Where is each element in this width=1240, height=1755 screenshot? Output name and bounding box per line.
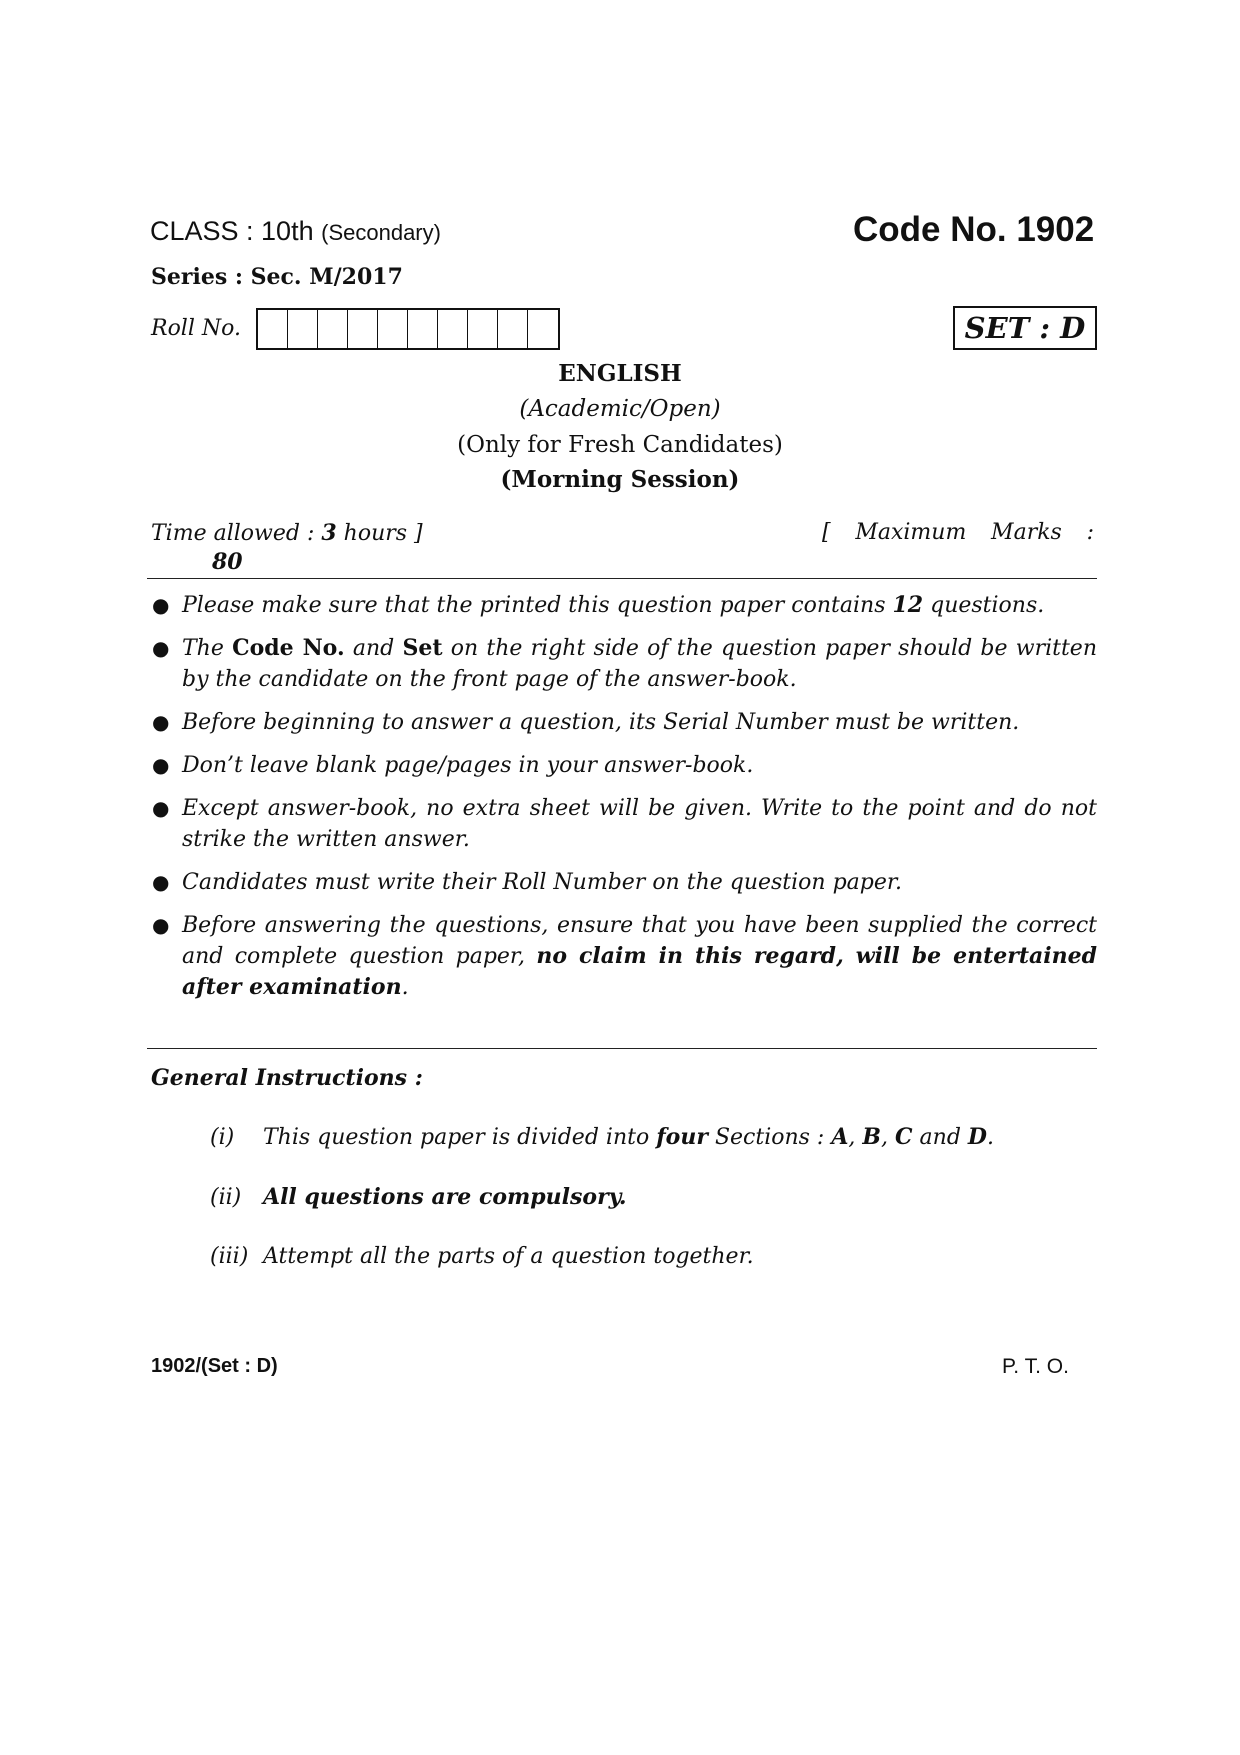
- item-text: ,: [848, 1125, 856, 1150]
- section-c: C: [895, 1124, 913, 1150]
- section-a: A: [831, 1124, 849, 1150]
- general-instructions-heading: General Instructions :: [151, 1065, 423, 1091]
- bullet-icon: ●: [152, 593, 170, 617]
- class-line: [150, 216, 441, 247]
- time-hours-value: 3: [321, 520, 337, 546]
- bullet-icon: ●: [152, 870, 170, 894]
- class-suffix: (Secondary): [321, 220, 441, 245]
- instruction-text: Before answering the questions, ensure that you have been supplied the correct and complete question paper,: [182, 913, 1097, 969]
- general-instruction-item: [210, 1184, 627, 1210]
- stream-label: (Academic/Open): [519, 396, 721, 422]
- roll-digit-box[interactable]: [258, 310, 288, 348]
- item-text: and: [919, 1125, 961, 1150]
- time-hours-suffix: hours ]: [343, 521, 423, 546]
- roll-digit-box[interactable]: [468, 310, 498, 348]
- general-instruction-item: [210, 1244, 754, 1269]
- roll-number-boxes[interactable]: [256, 308, 560, 350]
- item-text: ,: [881, 1125, 889, 1150]
- item-text: Attempt all the parts of a question together.: [263, 1244, 754, 1269]
- instruction-text: Except answer-book, no extra sheet will be given. Write to the point and do not strike the written answer.: [182, 796, 1097, 852]
- instruction-emphasis: Code No.: [232, 635, 345, 661]
- item-number: (iii): [210, 1244, 249, 1269]
- max-marks-value: 80: [212, 549, 243, 575]
- roll-digit-box[interactable]: [348, 310, 378, 348]
- roll-digit-box[interactable]: [378, 310, 408, 348]
- code-number: Code No. 1902: [853, 210, 1095, 249]
- bullet-icon: ●: [152, 796, 170, 820]
- max-word: Maximum: [855, 520, 967, 545]
- bullet-icon: ●: [152, 636, 170, 660]
- instruction-item: [150, 793, 1097, 855]
- item-text: .: [987, 1125, 994, 1150]
- candidates-label: (Only for Fresh Candidates): [457, 432, 783, 458]
- item-emphasis: All questions are compulsory.: [263, 1184, 627, 1210]
- roll-digit-box[interactable]: [438, 310, 468, 348]
- instruction-item: [150, 867, 1097, 898]
- roll-number-label: Roll No.: [151, 316, 241, 341]
- bullet-icon: ●: [152, 710, 170, 734]
- footer-pto: P. T. O.: [1002, 1355, 1069, 1378]
- bullet-icon: ●: [152, 913, 170, 937]
- instruction-text: and: [352, 636, 395, 661]
- instruction-text: on the right side of the question paper should be written by the candidate on the front page of the answer-book.: [182, 636, 1097, 692]
- instruction-item: [150, 910, 1097, 1003]
- roll-digit-box[interactable]: [408, 310, 438, 348]
- instruction-text: questions.: [930, 593, 1045, 618]
- instruction-emphasis: no claim in this regard, will be entertained after examination: [182, 943, 1097, 1000]
- instruction-text: .: [401, 975, 409, 1000]
- footer-paper-code: 1902/(Set : D): [151, 1355, 278, 1377]
- instruction-text: Candidates must write their Roll Number on the question paper.: [182, 870, 902, 895]
- roll-digit-box[interactable]: [288, 310, 318, 348]
- instruction-text: The: [182, 636, 224, 661]
- roll-digit-box[interactable]: [528, 310, 558, 348]
- subject-title: ENGLISH: [558, 360, 682, 387]
- class-label: CLASS : 10th: [150, 216, 314, 246]
- roll-digit-box[interactable]: [318, 310, 348, 348]
- instruction-emphasis: 12: [892, 592, 924, 618]
- instruction-item: [150, 633, 1097, 695]
- max-bracket: [: [822, 520, 831, 545]
- max-colon: :: [1086, 520, 1094, 545]
- set-badge: SET : D: [953, 306, 1097, 350]
- instruction-text: Please make sure that the printed this question paper contains: [182, 593, 886, 618]
- section-d: D: [967, 1124, 987, 1150]
- bullet-icon: ●: [152, 753, 170, 777]
- item-number: (i): [210, 1125, 235, 1150]
- series-label: Series : Sec. M/2017: [151, 264, 403, 290]
- roll-digit-box[interactable]: [498, 310, 528, 348]
- instruction-item: [150, 750, 1097, 781]
- instruction-item: [150, 707, 1097, 738]
- session-label: (Morning Session): [500, 466, 740, 493]
- instructions-list: [150, 590, 1097, 1015]
- item-number: (ii): [210, 1185, 242, 1210]
- maximum-marks: [822, 520, 1094, 545]
- instruction-text: Don’t leave blank page/pages in your answer-book.: [182, 753, 754, 778]
- time-allowed: [151, 520, 423, 546]
- item-text: Sections :: [714, 1125, 825, 1150]
- general-instruction-item: [210, 1124, 994, 1150]
- divider: [147, 1048, 1097, 1049]
- item-text: This question paper is divided into: [263, 1125, 650, 1150]
- instruction-emphasis: Set: [402, 635, 443, 661]
- instruction-text: Before beginning to answer a question, its Serial Number must be written.: [182, 710, 1020, 735]
- marks-word: Marks: [991, 520, 1062, 545]
- divider: [147, 578, 1097, 579]
- item-emphasis: four: [656, 1124, 708, 1150]
- section-b: B: [862, 1124, 882, 1150]
- instruction-item: [150, 590, 1097, 621]
- time-label: Time allowed :: [151, 521, 315, 546]
